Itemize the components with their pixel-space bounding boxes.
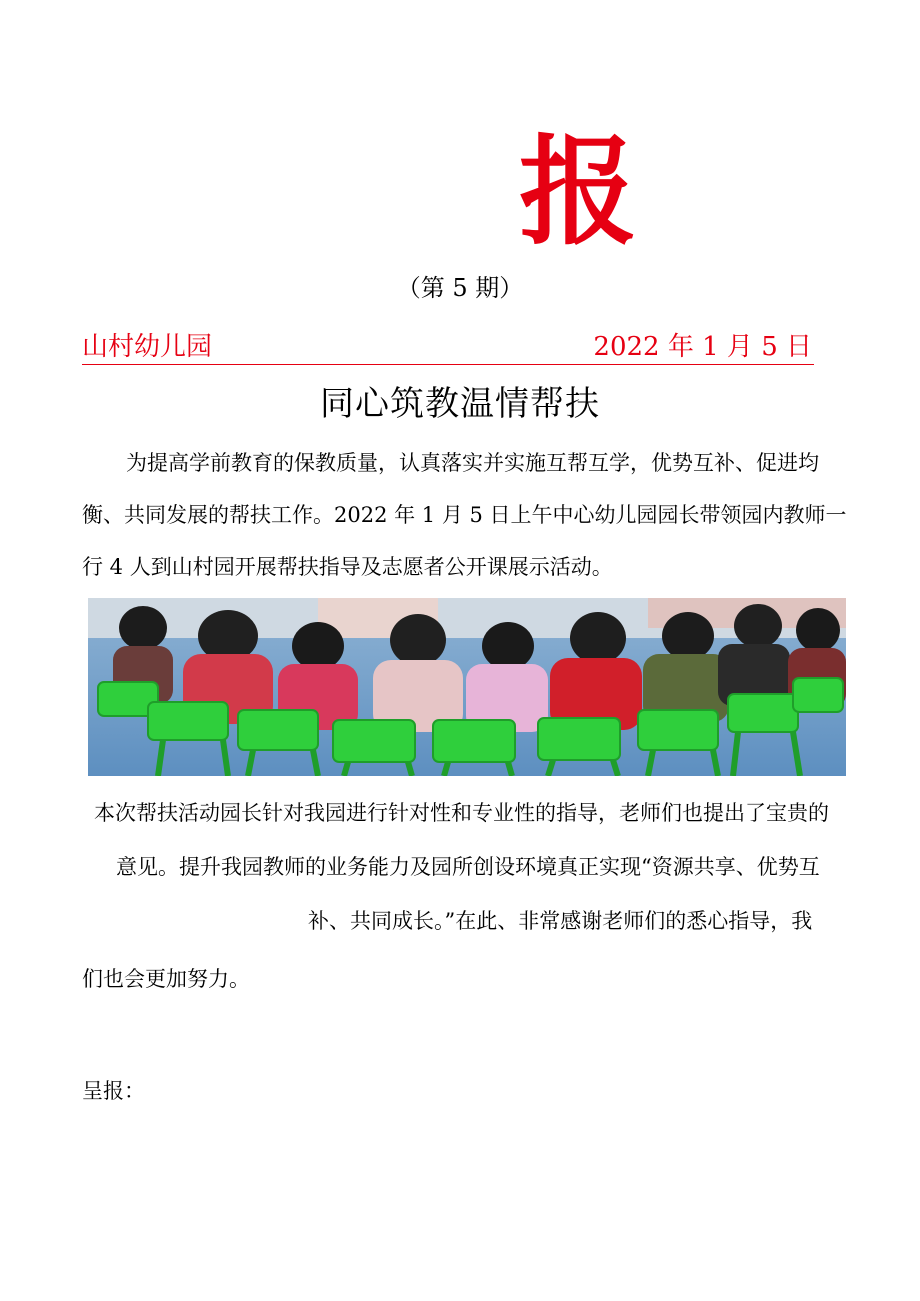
intro-line-1: 为提高学前教育的保教质量，认真落实并实施互帮互学，优势互补、促进均 [126,451,819,475]
intro-line-2: 衡、共同发展的帮扶工作。2022 年 1 月 5 日上午中心幼儿园园长带领园内教师一 [82,503,847,527]
intro-line-3: 行 4 人到山村园开展帮扶指导及志愿者公开课展示活动。 [82,555,613,579]
body-line-2: 意见。提升我园教师的业务能力及园所创设环境真正实现“资源共享、优势互 [116,855,820,879]
body-line-3: 补、共同成长。”在此、非常感谢老师们的悉心指导，我 [308,909,813,933]
article-title: 同心筑教温情帮扶 [320,384,600,424]
issue-number: （第 5 期） [396,274,524,302]
organization-name: 山村幼儿园 [82,332,213,362]
report-to-label: 呈报： [82,1079,145,1103]
children-seated-photo-icon [88,598,846,776]
masthead-title: 报 [518,123,637,261]
header-bar [82,330,814,365]
body-line-1: 本次帮扶活动园长针对我园进行针对性和专业性的指导，老师们也提出了宝贵的 [94,801,829,825]
issue-date: 2022 年 1 月 5 日 [593,332,812,362]
body-line-4: 们也会更加努力。 [82,967,250,991]
